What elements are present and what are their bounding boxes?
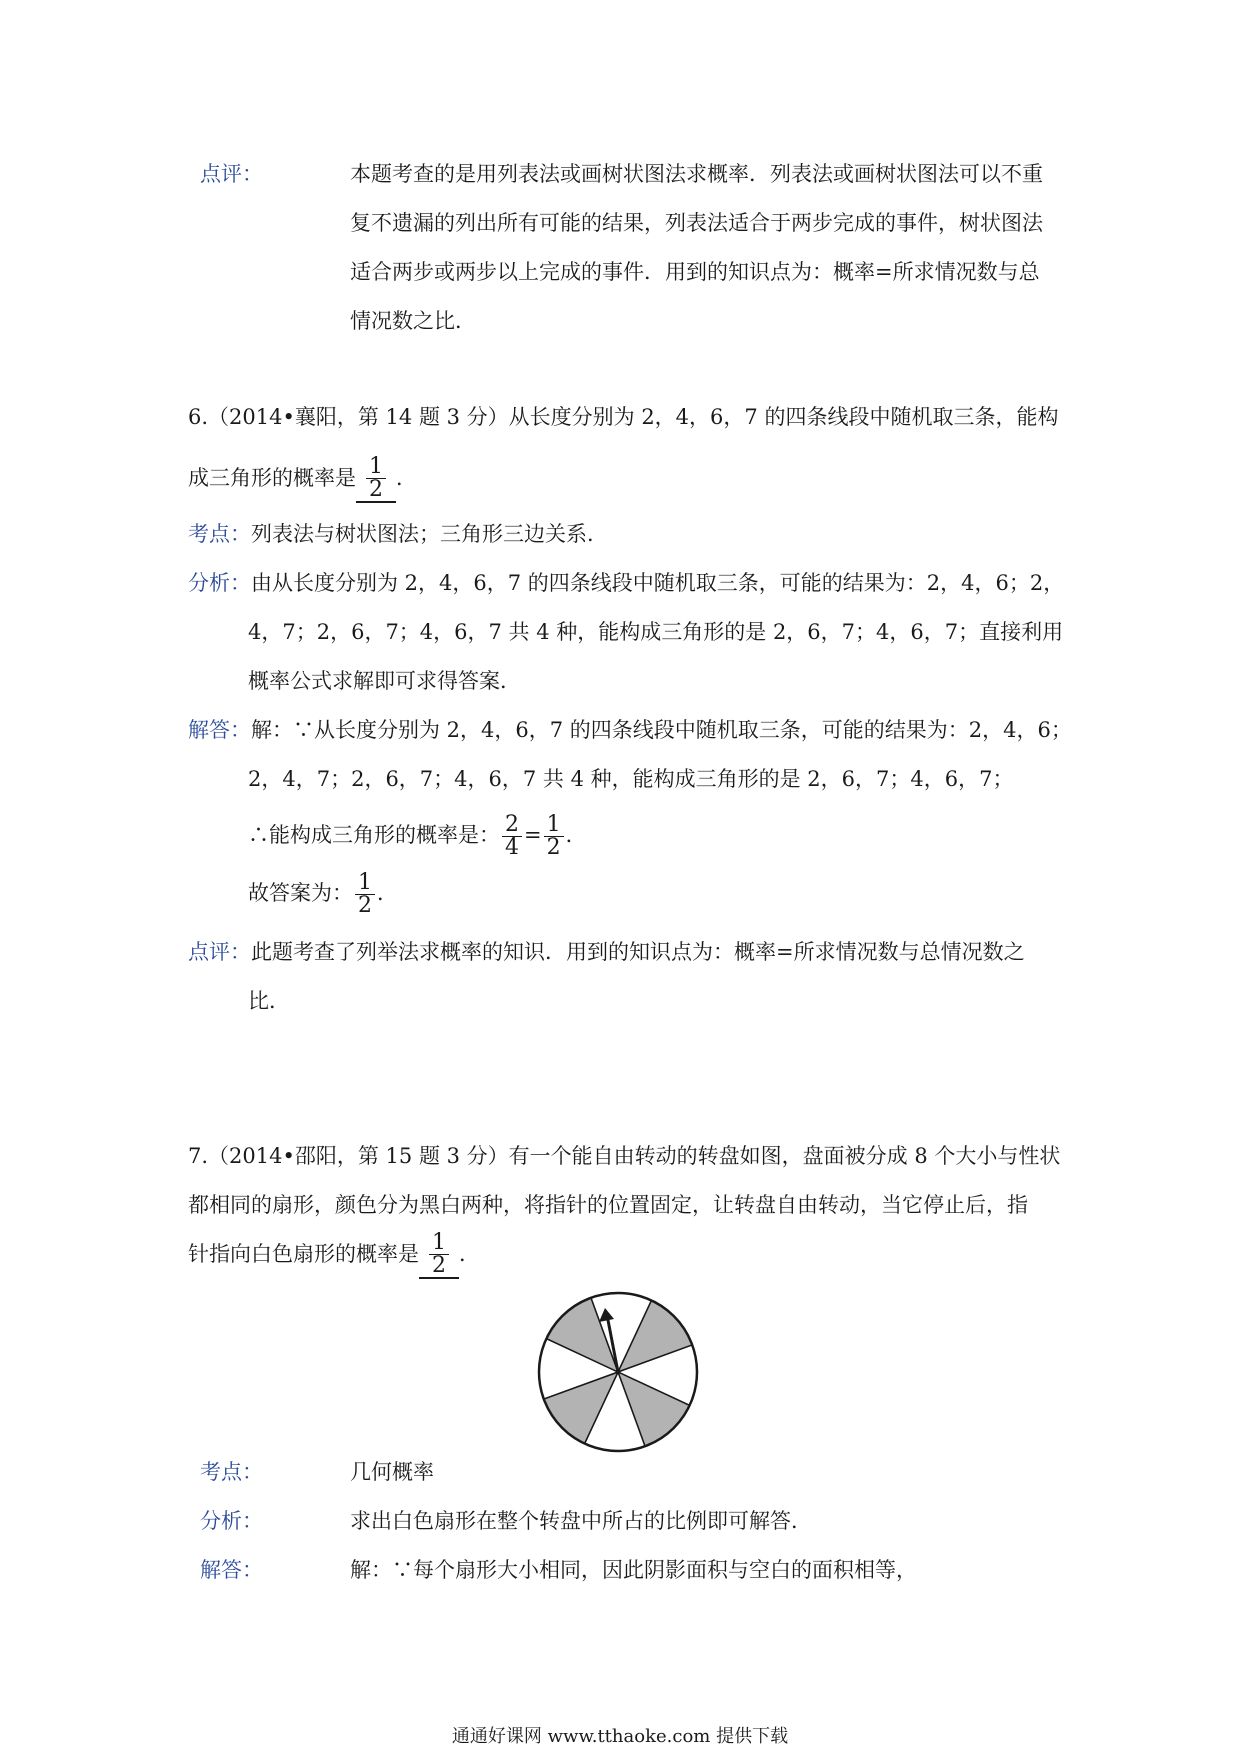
fenxi-text-line: 4，7；2，6，7；4，6，7 共 4 种，能构成三角形的是 2，6，7；4，6，7；直接利用 bbox=[248, 620, 1064, 644]
q7-jieda-label: 解答： bbox=[200, 1558, 263, 1582]
q7-answer-fraction: $\frac{1}{2}$ bbox=[429, 1232, 449, 1277]
jieda-label: 解答： bbox=[188, 718, 251, 742]
q6-statement: 6.（2014•襄阳，第 14 题 3 分）从长度分别为 2，4，6，7 的四条线段中随机取三条，能构 bbox=[188, 405, 1059, 429]
fraction-two-fourths: $\frac{2}{4}$ bbox=[502, 814, 522, 859]
q7-kaodian-text: 几何概率 bbox=[350, 1460, 434, 1484]
fenxi-text-line: 由从长度分别为 2，4，6，7 的四条线段中随机取三条，可能的结果为：2，4，6；2， bbox=[251, 571, 1065, 595]
review-text-line: 复不遗漏的列出所有可能的结果，列表法适合于两步完成的事件，树状图法 bbox=[350, 211, 1043, 235]
page-footer: 通通好课网 www.tthaoke.com 提供下载 bbox=[451, 1726, 789, 1747]
kaodian-text: 列表法与树状图法；三角形三边关系． bbox=[251, 522, 608, 546]
spinner-center bbox=[616, 1370, 621, 1375]
review-text-line: 适合两步或两步以上完成的事件．用到的知识点为：概率=所求情况数与总 bbox=[350, 260, 1040, 284]
q7-jieda-text: 解：∵每个扇形大小相同，因此阴影面积与空白的面积相等， bbox=[350, 1558, 917, 1582]
q6-answer-blank bbox=[356, 456, 396, 503]
fenxi-text-line: 概率公式求解即可求得答案． bbox=[248, 669, 521, 693]
fenxi-label: 分析： bbox=[188, 571, 251, 595]
fraction-one-half: $\frac{1}{2}$ bbox=[355, 872, 375, 917]
review-text-line: 本题考查的是用列表法或画树状图法求概率．列表法或画树状图法可以不重 bbox=[350, 162, 1043, 186]
jieda-text-line: 解：∵从长度分别为 2，4，6，7 的四条线段中随机取三条，可能的结果为：2，4，6； bbox=[251, 718, 1072, 742]
dianping-text-line: 此题考查了列举法求概率的知识．用到的知识点为：概率=所求情况数与总情况数之 bbox=[251, 940, 1025, 964]
dianping-label: 点评： bbox=[188, 940, 251, 964]
review-text-line: 情况数之比． bbox=[350, 309, 476, 333]
q6-kaodian bbox=[188, 522, 608, 547]
jieda-text-line: 2，4，7；2，6，7；4，6，7 共 4 种，能构成三角形的是 2，6，7；4，6，7； bbox=[248, 767, 1014, 791]
q7-statement-line3: 针指向白色扇形的概率是 $\frac{1}{2}$ ． bbox=[188, 1230, 480, 1278]
dianping-text-line: 比． bbox=[248, 989, 290, 1013]
q6-answer-fraction: $\frac{1}{2}$ bbox=[366, 456, 386, 501]
q7-kaodian-label: 考点： bbox=[200, 1460, 263, 1484]
fraction-one-half: $\frac{1}{2}$ bbox=[544, 814, 564, 859]
q7-fenxi-text: 求出白色扇形在整个转盘中所占的比例即可解答． bbox=[350, 1509, 812, 1533]
q7-fenxi-label: 分析： bbox=[200, 1509, 263, 1533]
q7-answer-blank bbox=[419, 1232, 459, 1279]
q6-dianping bbox=[188, 940, 1025, 965]
jieda-probability-line: ∴能构成三角形的概率是： $\frac{2}{4}$ = $\frac{1}{2}$ ． bbox=[248, 812, 587, 860]
q6-jieda bbox=[188, 718, 1072, 743]
q7-statement: 7.（2014•邵阳，第 15 题 3 分）有一个能自由转动的转盘如图，盘面被分成 8 个大小与性状 bbox=[188, 1144, 1061, 1168]
spinner-figure bbox=[536, 1290, 700, 1454]
q7-statement: 都相同的扇形，颜色分为黑白两种，将指针的位置固定，让转盘自由转动，当它停止后，指 bbox=[188, 1193, 1028, 1217]
review-label: 点评： bbox=[200, 162, 263, 186]
jieda-answer-line: 故答案为： $\frac{1}{2}$ ． bbox=[248, 870, 398, 918]
kaodian-label: 考点： bbox=[188, 522, 251, 546]
q6-statement-line2: 成三角形的概率是 $\frac{1}{2}$ ． bbox=[188, 454, 417, 502]
q6-fenxi bbox=[188, 571, 1064, 596]
